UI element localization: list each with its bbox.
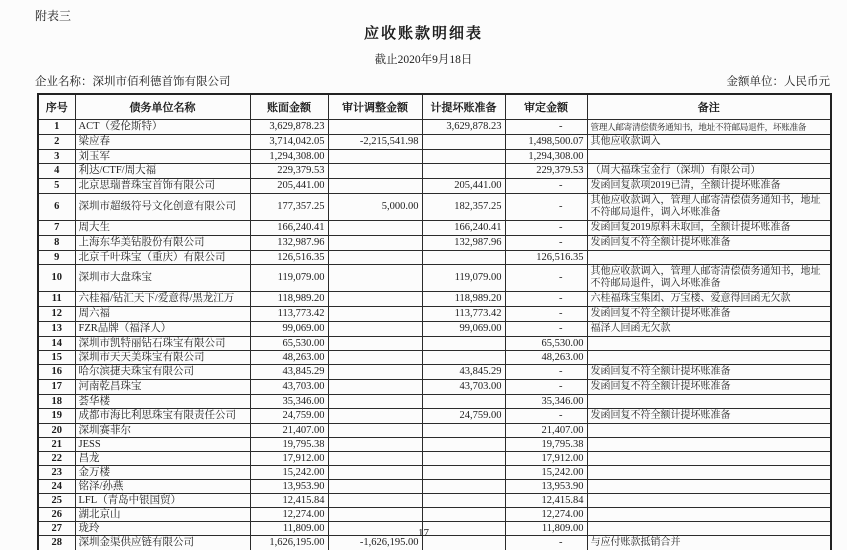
cell-bad-debt-provision: [422, 250, 505, 264]
cell-remark: 福泽人回函无欠款: [587, 321, 831, 336]
cell-book-amount: 177,357.25: [250, 193, 328, 220]
table-row: [38, 220, 831, 235]
cell-serial-no: 13: [38, 321, 75, 336]
table-row: [38, 306, 831, 321]
cell-approved-amount: -: [505, 364, 587, 379]
cell-bad-debt-provision: [422, 479, 505, 493]
cell-book-amount: 132,987.96: [250, 235, 328, 250]
cell-approved-amount: -: [505, 193, 587, 220]
cell-audit-adjustment: [328, 364, 422, 379]
cell-remark: [587, 465, 831, 479]
table-body: [38, 119, 831, 550]
cell-bad-debt-provision: 119,079.00: [422, 264, 505, 291]
cell-book-amount: 99,069.00: [250, 321, 328, 336]
cell-debtor-name: 河南乾昌珠宝: [75, 379, 250, 394]
cell-book-amount: 126,516.35: [250, 250, 328, 264]
as-of-date: 截止2020年9月18日: [374, 54, 473, 66]
cell-book-amount: 48,263.00: [250, 350, 328, 364]
table-row: [38, 163, 831, 178]
table-row: [38, 350, 831, 364]
header-remarks: 备注: [587, 94, 831, 119]
cell-bad-debt-provision: [422, 350, 505, 364]
cell-debtor-name: 荟华楼: [75, 394, 250, 408]
cell-remark: 发函回复不符全额计提坏账准备: [587, 379, 831, 394]
header-book-amount: 账面金额: [250, 94, 328, 119]
cell-debtor-name: 湖北京山: [75, 507, 250, 521]
cell-debtor-name: 刘玉军: [75, 149, 250, 163]
cell-debtor-name: ACT（爱伦斯特）: [75, 119, 250, 134]
cell-audit-adjustment: [328, 423, 422, 437]
cell-bad-debt-provision: 43,703.00: [422, 379, 505, 394]
cell-serial-no: 7: [38, 220, 75, 235]
cell-remark: 其他应收款调入，管理人邮寄清偿债务通知书，地址不符邮局退件，调入坏账准备: [587, 193, 831, 220]
cell-remark: 发函回复不符全额计提坏账准备: [587, 306, 831, 321]
cell-debtor-name: 深圳市超级符号文化创意有限公司: [75, 193, 250, 220]
cell-approved-amount: -: [505, 535, 587, 550]
cell-book-amount: 166,240.41: [250, 220, 328, 235]
cell-debtor-name: 金万楼: [75, 465, 250, 479]
cell-audit-adjustment: [328, 507, 422, 521]
cell-audit-adjustment: [328, 379, 422, 394]
cell-debtor-name: 梁应春: [75, 134, 250, 149]
page-title: 应收账款明细表: [363, 26, 483, 42]
cell-bad-debt-provision: [422, 163, 505, 178]
cell-book-amount: 24,759.00: [250, 408, 328, 423]
cell-approved-amount: -: [505, 220, 587, 235]
cell-serial-no: 11: [38, 291, 75, 306]
attachment-label: 附表三: [35, 9, 72, 23]
cell-approved-amount: -: [505, 379, 587, 394]
cell-book-amount: 118,989.20: [250, 291, 328, 306]
cell-approved-amount: 12,415.84: [505, 493, 587, 507]
table-row: [38, 149, 831, 163]
cell-book-amount: 1,626,195.00: [250, 535, 328, 550]
cell-approved-amount: 126,516.35: [505, 250, 587, 264]
cell-debtor-name: 周大生: [75, 220, 250, 235]
cell-debtor-name: 北京思瑞普珠宝首饰有限公司: [75, 178, 250, 193]
header-serial-no: 序号: [38, 94, 75, 119]
table-row: [38, 479, 831, 493]
cell-approved-amount: 229,379.53: [505, 163, 587, 178]
cell-audit-adjustment: [328, 306, 422, 321]
cell-book-amount: 15,242.00: [250, 465, 328, 479]
cell-approved-amount: -: [505, 178, 587, 193]
table-row: [38, 235, 831, 250]
company-name-label: 企业名称：深圳市佰利德首饰有限公司: [35, 76, 231, 88]
cell-audit-adjustment: [328, 394, 422, 408]
cell-audit-adjustment: [328, 163, 422, 178]
table-row: [38, 493, 831, 507]
cell-debtor-name: 成都市海比利思珠宝有限责任公司: [75, 408, 250, 423]
cell-approved-amount: -: [505, 321, 587, 336]
cell-debtor-name: FZR品牌（福泽人）: [75, 321, 250, 336]
cell-approved-amount: 35,346.00: [505, 394, 587, 408]
cell-debtor-name: 深圳金渠供应链有限公司: [75, 535, 250, 550]
cell-remark: 发函回复不符全额计提坏账准备: [587, 235, 831, 250]
cell-debtor-name: 哈尔滨捷夫珠宝有限公司: [75, 364, 250, 379]
cell-serial-no: 14: [38, 336, 75, 350]
cell-debtor-name: 铭泽/孙燕: [75, 479, 250, 493]
cell-audit-adjustment: -1,626,195.00: [328, 535, 422, 550]
cell-debtor-name: 昌龙: [75, 451, 250, 465]
cell-bad-debt-provision: 99,069.00: [422, 321, 505, 336]
cell-approved-amount: 17,912.00: [505, 451, 587, 465]
cell-approved-amount: -: [505, 235, 587, 250]
cell-serial-no: 12: [38, 306, 75, 321]
table-row: [38, 119, 831, 134]
cell-book-amount: 1,294,308.00: [250, 149, 328, 163]
cell-book-amount: 119,079.00: [250, 264, 328, 291]
cell-approved-amount: -: [505, 291, 587, 306]
cell-audit-adjustment: [328, 437, 422, 451]
receivables-table: [37, 93, 832, 550]
cell-serial-no: 24: [38, 479, 75, 493]
cell-serial-no: 3: [38, 149, 75, 163]
cell-remark: [587, 394, 831, 408]
table-row: [38, 264, 831, 291]
cell-approved-amount: 21,407.00: [505, 423, 587, 437]
table-row: [38, 178, 831, 193]
cell-serial-no: 1: [38, 119, 75, 134]
cell-bad-debt-provision: [422, 507, 505, 521]
cell-bad-debt-provision: [422, 423, 505, 437]
cell-audit-adjustment: [328, 336, 422, 350]
cell-approved-amount: -: [505, 119, 587, 134]
cell-bad-debt-provision: [422, 149, 505, 163]
table-row: [38, 379, 831, 394]
header-row: [38, 94, 831, 119]
cell-book-amount: 229,379.53: [250, 163, 328, 178]
cell-book-amount: 13,953.90: [250, 479, 328, 493]
cell-audit-adjustment: [328, 493, 422, 507]
table-row: [38, 394, 831, 408]
cell-serial-no: 21: [38, 437, 75, 451]
cell-serial-no: 17: [38, 379, 75, 394]
cell-approved-amount: -: [505, 264, 587, 291]
page-number: 17: [418, 527, 429, 539]
table-row: [38, 437, 831, 451]
cell-debtor-name: LFL（青岛中银国贸）: [75, 493, 250, 507]
cell-audit-adjustment: [328, 235, 422, 250]
table-row: [38, 507, 831, 521]
cell-remark: [587, 507, 831, 521]
cell-approved-amount: 1,294,308.00: [505, 149, 587, 163]
cell-bad-debt-provision: 205,441.00: [422, 178, 505, 193]
cell-audit-adjustment: [328, 451, 422, 465]
cell-remark: [587, 451, 831, 465]
cell-bad-debt-provision: 132,987.96: [422, 235, 505, 250]
cell-bad-debt-provision: [422, 394, 505, 408]
cell-remark: 发函回复不符全额计提坏账准备: [587, 408, 831, 423]
table-row: [38, 408, 831, 423]
header-audit-adjustment: 审计调整金额: [328, 94, 422, 119]
table-header: [38, 94, 831, 119]
header-bad-debt-provision: 计提坏账准备: [422, 94, 505, 119]
table-row: [38, 193, 831, 220]
cell-debtor-name: 周六福: [75, 306, 250, 321]
cell-bad-debt-provision: [422, 493, 505, 507]
cell-book-amount: 3,629,878.23: [250, 119, 328, 134]
cell-remark: [587, 350, 831, 364]
table-row: [38, 321, 831, 336]
cell-book-amount: 65,530.00: [250, 336, 328, 350]
cell-serial-no: 2: [38, 134, 75, 149]
cell-audit-adjustment: [328, 321, 422, 336]
cell-remark: 发函回复2019原料未取回，全额计提坏账准备: [587, 220, 831, 235]
cell-bad-debt-provision: 3,629,878.23: [422, 119, 505, 134]
cell-remark: 与应付账款抵销合并: [587, 535, 831, 550]
cell-remark: [587, 149, 831, 163]
cell-book-amount: 19,795.38: [250, 437, 328, 451]
cell-serial-no: 8: [38, 235, 75, 250]
cell-remark: [587, 493, 831, 507]
cell-serial-no: 26: [38, 507, 75, 521]
cell-book-amount: 35,346.00: [250, 394, 328, 408]
cell-approved-amount: 13,953.90: [505, 479, 587, 493]
cell-remark: [587, 479, 831, 493]
cell-approved-amount: 48,263.00: [505, 350, 587, 364]
table-row: [38, 336, 831, 350]
table-row: [38, 423, 831, 437]
cell-audit-adjustment: [328, 149, 422, 163]
cell-bad-debt-provision: 43,845.29: [422, 364, 505, 379]
cell-book-amount: 17,912.00: [250, 451, 328, 465]
cell-approved-amount: 1,498,500.07: [505, 134, 587, 149]
cell-audit-adjustment: [328, 479, 422, 493]
cell-bad-debt-provision: 166,240.41: [422, 220, 505, 235]
cell-debtor-name: JESS: [75, 437, 250, 451]
header-approved-amount: 审定金额: [505, 94, 587, 119]
cell-debtor-name: 珑玲: [75, 521, 250, 535]
cell-book-amount: 43,845.29: [250, 364, 328, 379]
cell-debtor-name: 深圳市凯特丽钻石珠宝有限公司: [75, 336, 250, 350]
header-debtor-name: 债务单位名称: [75, 94, 250, 119]
cell-book-amount: 113,773.42: [250, 306, 328, 321]
cell-debtor-name: 利达/CTF/周大福: [75, 163, 250, 178]
cell-book-amount: 3,714,042.05: [250, 134, 328, 149]
cell-remark: 发函回复不符全额计提坏账准备: [587, 364, 831, 379]
cell-remark: 其他应收款调入，管理人邮寄清偿债务通知书，地址不符邮局退件，调入坏账准备: [587, 264, 831, 291]
cell-audit-adjustment: [328, 408, 422, 423]
cell-audit-adjustment: [328, 250, 422, 264]
cell-serial-no: 23: [38, 465, 75, 479]
cell-serial-no: 18: [38, 394, 75, 408]
cell-approved-amount: 19,795.38: [505, 437, 587, 451]
cell-debtor-name: 深圳市大盘珠宝: [75, 264, 250, 291]
cell-bad-debt-provision: [422, 437, 505, 451]
cell-book-amount: 12,415.84: [250, 493, 328, 507]
cell-serial-no: 4: [38, 163, 75, 178]
cell-audit-adjustment: [328, 350, 422, 364]
cell-audit-adjustment: [328, 264, 422, 291]
cell-debtor-name: 深圳赛菲尔: [75, 423, 250, 437]
cell-remark: [587, 423, 831, 437]
table-row: [38, 134, 831, 149]
cell-remark: 发函回复款项2019已清，全额计提坏账准备: [587, 178, 831, 193]
cell-audit-adjustment: [328, 178, 422, 193]
cell-book-amount: 21,407.00: [250, 423, 328, 437]
cell-debtor-name: 北京千叶珠宝（重庆）有限公司: [75, 250, 250, 264]
table-row: [38, 451, 831, 465]
table-row: [38, 465, 831, 479]
cell-serial-no: 25: [38, 493, 75, 507]
cell-remark: 其他应收款调入: [587, 134, 831, 149]
cell-bad-debt-provision: [422, 134, 505, 149]
cell-serial-no: 15: [38, 350, 75, 364]
cell-audit-adjustment: [328, 465, 422, 479]
cell-remark: 管理人邮寄清偿债务通知书，地址不符邮局退件，坏账准备: [587, 119, 831, 134]
cell-book-amount: 11,809.00: [250, 521, 328, 535]
cell-bad-debt-provision: 24,759.00: [422, 408, 505, 423]
table-row: [38, 250, 831, 264]
cell-remark: 六桂福珠宝集团、万宝楼、爱意得回函无欠款: [587, 291, 831, 306]
cell-remark: [587, 437, 831, 451]
cell-book-amount: 205,441.00: [250, 178, 328, 193]
cell-approved-amount: -: [505, 306, 587, 321]
cell-bad-debt-provision: [422, 465, 505, 479]
cell-debtor-name: 深圳市天天美珠宝有限公司: [75, 350, 250, 364]
cell-serial-no: 22: [38, 451, 75, 465]
cell-approved-amount: 11,809.00: [505, 521, 587, 535]
table-row: [38, 364, 831, 379]
cell-serial-no: 6: [38, 193, 75, 220]
cell-remark: [587, 336, 831, 350]
cell-audit-adjustment: -2,215,541.98: [328, 134, 422, 149]
cell-bad-debt-provision: [422, 336, 505, 350]
cell-remark: [587, 250, 831, 264]
cell-bad-debt-provision: 182,357.25: [422, 193, 505, 220]
cell-serial-no: 10: [38, 264, 75, 291]
currency-unit-label: 金额单位：人民币元: [726, 76, 830, 88]
cell-bad-debt-provision: [422, 451, 505, 465]
cell-debtor-name: 六桂福/钻汇天下/爱意得/黑龙江万: [75, 291, 250, 306]
table-row: [38, 291, 831, 306]
cell-serial-no: 19: [38, 408, 75, 423]
cell-audit-adjustment: 5,000.00: [328, 193, 422, 220]
cell-serial-no: 5: [38, 178, 75, 193]
cell-approved-amount: -: [505, 408, 587, 423]
cell-serial-no: 27: [38, 521, 75, 535]
cell-bad-debt-provision: 118,989.20: [422, 291, 505, 306]
cell-serial-no: 28: [38, 535, 75, 550]
cell-book-amount: 43,703.00: [250, 379, 328, 394]
cell-debtor-name: 上海东华美钻股份有限公司: [75, 235, 250, 250]
cell-approved-amount: 12,274.00: [505, 507, 587, 521]
cell-audit-adjustment: [328, 119, 422, 134]
cell-audit-adjustment: [328, 220, 422, 235]
cell-remark: （周大福珠宝金行（深圳）有限公司）: [587, 163, 831, 178]
cell-audit-adjustment: [328, 291, 422, 306]
cell-serial-no: 16: [38, 364, 75, 379]
cell-serial-no: 9: [38, 250, 75, 264]
cell-approved-amount: 65,530.00: [505, 336, 587, 350]
cell-serial-no: 20: [38, 423, 75, 437]
cell-book-amount: 12,274.00: [250, 507, 328, 521]
cell-bad-debt-provision: 113,773.42: [422, 306, 505, 321]
cell-approved-amount: 15,242.00: [505, 465, 587, 479]
